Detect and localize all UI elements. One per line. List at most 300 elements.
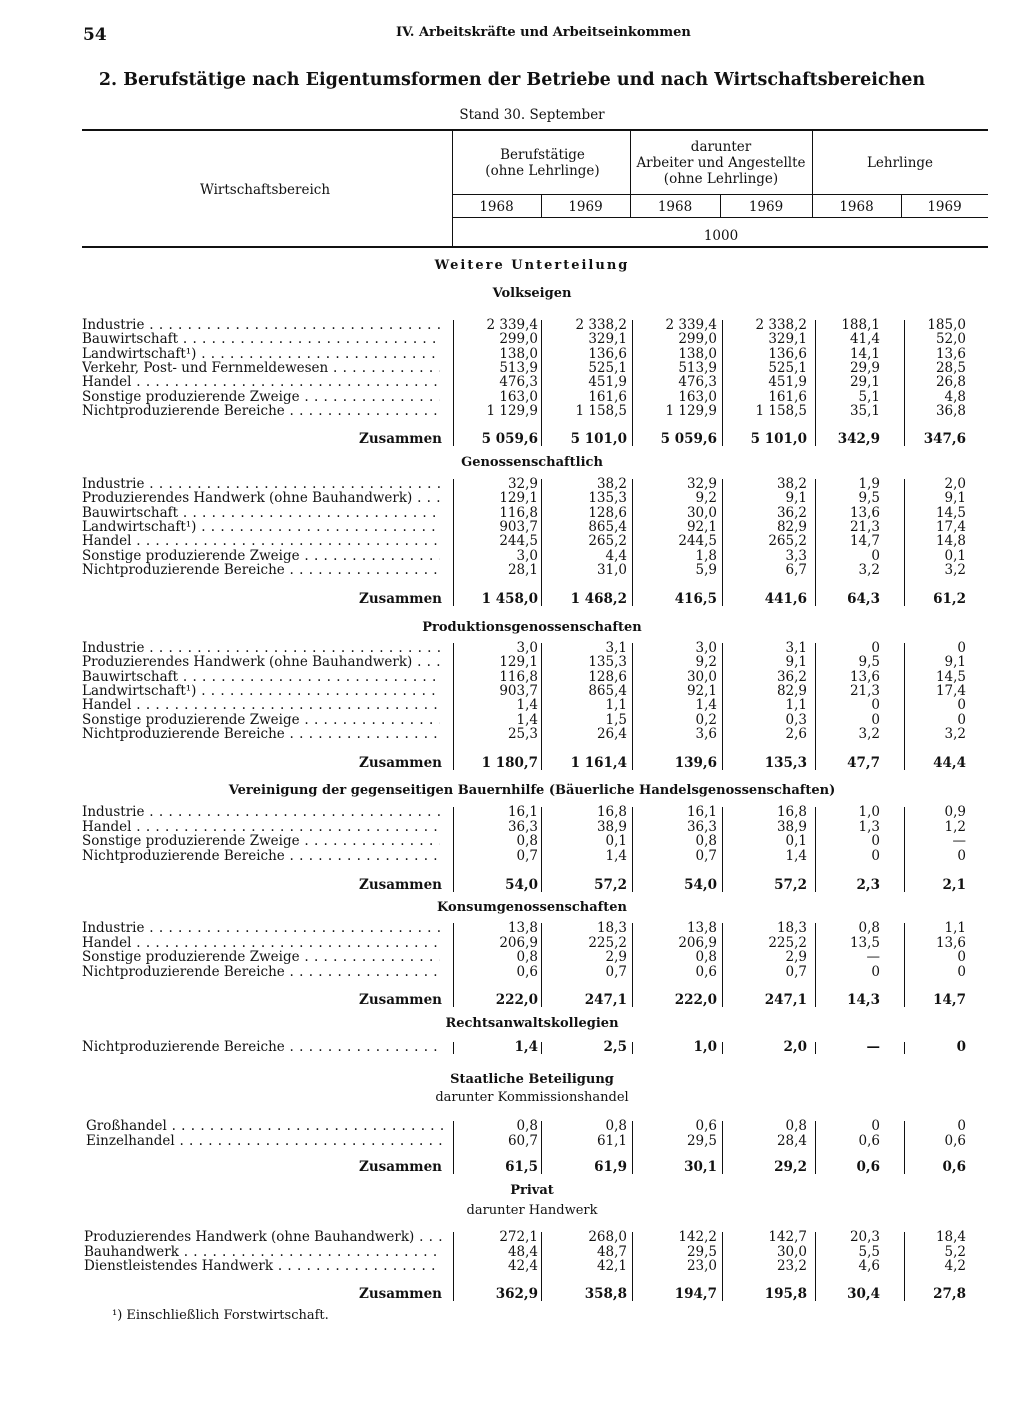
table-cell: 1 158,5: [575, 402, 627, 419]
total-cell: 0,6: [856, 1159, 880, 1175]
table-cell: 299,0: [678, 331, 717, 348]
table-cell: 92,1: [686, 518, 717, 535]
table-cell: 1,4: [785, 847, 807, 864]
table-cell: 3,0: [516, 640, 538, 656]
table-cell: 1 129,9: [486, 402, 538, 419]
table-cell: 18,4: [935, 1229, 966, 1245]
table-cell: 13,5: [849, 934, 880, 951]
table-cell: 4,4: [605, 547, 627, 564]
table-cell: 0,8: [516, 949, 538, 965]
row-label: Sonstige produzierende Zweige . . .: [82, 549, 440, 563]
column-divider: [632, 320, 633, 446]
table-cell: 329,1: [768, 331, 807, 348]
table-cell: 268,0: [588, 1229, 627, 1245]
table-cell: 0,8: [516, 833, 538, 849]
table-cell: 244,5: [678, 533, 717, 550]
column-divider: [453, 643, 454, 770]
table-cell: 3,2: [944, 561, 966, 578]
table-cell: 265,2: [588, 533, 627, 550]
row-label: Einzelhandel . . .: [86, 1134, 444, 1148]
table-cell: 0,7: [695, 847, 717, 864]
table-cell: 26,4: [596, 725, 627, 742]
column-divider: [815, 643, 816, 770]
table-cell: 0,8: [605, 1118, 627, 1134]
table-subtitle: Stand 30. September: [459, 107, 605, 123]
table-cell: 2 338,2: [575, 317, 627, 333]
table-cell: 1 129,9: [665, 402, 717, 419]
column-divider: [722, 1232, 723, 1301]
table-cell: 451,9: [588, 374, 627, 391]
table-cell: 3,2: [858, 561, 880, 578]
group-heading: Privat: [510, 1183, 554, 1198]
table-cell: 92,1: [686, 682, 717, 699]
table-cell: 0,1: [944, 547, 966, 564]
row-label: Industrie . . .: [82, 641, 440, 655]
table-cell: 0: [957, 697, 966, 714]
row-label: Handel . . .: [82, 698, 440, 712]
column-divider: [722, 1042, 723, 1054]
column-divider: [815, 1042, 816, 1054]
table-cell: 48,4: [507, 1243, 538, 1260]
table-cell: 0: [871, 711, 880, 728]
row-label: Bauwirtschaft . . .: [82, 506, 440, 520]
table-cell: 136,6: [588, 345, 627, 362]
table-cell: 21,3: [849, 682, 880, 699]
table-cell: 9,1: [785, 490, 807, 507]
table-cell: 865,4: [588, 682, 627, 699]
row-label: Industrie . . .: [82, 921, 440, 935]
table-cell: 9,1: [944, 654, 966, 671]
table-cell: 0,2: [695, 711, 717, 728]
total-cell: 441,6: [764, 591, 807, 607]
row-label: Großhandel . . .: [86, 1119, 444, 1133]
table-cell: 30,0: [686, 504, 717, 521]
column-divider: [541, 1121, 542, 1174]
column-divider: [722, 643, 723, 770]
total-cell: 1 468,2: [570, 591, 627, 607]
table-cell: 129,1: [499, 654, 538, 671]
row-label: Verkehr, Post- und Fernmeldewesen . . .: [82, 361, 440, 375]
table-cell: 0: [871, 1118, 880, 1134]
table-cell: 0: [871, 963, 880, 980]
table-cell: 135,3: [588, 654, 627, 671]
total-cell: 135,3: [764, 755, 807, 771]
column-divider: [453, 1121, 454, 1174]
column-divider: [453, 1232, 454, 1301]
column-divider: [453, 479, 454, 606]
top-rule: [82, 129, 988, 131]
sub-heading: darunter Handwerk: [466, 1203, 598, 1218]
total-cell: 2,3: [856, 877, 880, 893]
row-label: Nichtproduzierende Bereiche . . .: [82, 849, 440, 863]
total-cell: 347,6: [923, 431, 966, 447]
table-cell: 82,9: [776, 518, 807, 535]
total-label: Zusammen: [359, 877, 442, 893]
table-cell: 30,0: [686, 668, 717, 685]
table-cell: 299,0: [499, 331, 538, 348]
row-label: Nichtproduzierende Bereiche . . .: [82, 965, 440, 979]
group-label: darunter: [690, 139, 752, 155]
table-cell: 0,6: [944, 1132, 966, 1149]
table-cell: 2,9: [785, 949, 807, 965]
footnote: ¹) Einschließlich Forstwirtschaft.: [112, 1308, 329, 1323]
table-cell: 1,2: [944, 818, 966, 835]
column-divider: [904, 643, 905, 770]
table-cell: 26,8: [935, 374, 966, 391]
table-cell: 142,7: [768, 1229, 807, 1245]
column-group-arbeiter: [630, 139, 812, 187]
table-cell: —: [866, 949, 880, 965]
table-cell: 9,5: [858, 654, 880, 671]
table-cell: —: [952, 833, 966, 849]
total-cell: 5 059,6: [660, 431, 717, 447]
table-cell: 329,1: [588, 331, 627, 348]
table-cell: 3,1: [785, 640, 807, 656]
table-cell: 128,6: [588, 668, 627, 685]
unit-label: 1000: [703, 228, 739, 244]
total-label: Zusammen: [359, 431, 442, 447]
group-label: (ohne Lehrlinge): [663, 171, 779, 187]
table-cell: 1,0: [858, 804, 880, 820]
total-cell: 416,5: [674, 591, 717, 607]
sub-heading: darunter Kommissionshandel: [435, 1090, 629, 1105]
group-heading: Staatliche Beteiligung: [450, 1072, 614, 1087]
table-cell: 0,8: [695, 949, 717, 965]
total-cell: 57,2: [774, 877, 807, 893]
column-divider: [815, 479, 816, 606]
total-cell: 30,1: [684, 1159, 717, 1175]
table-cell: 138,0: [499, 345, 538, 362]
table-cell: 6,7: [785, 561, 807, 578]
column-group-berufstaetige: [455, 147, 630, 179]
table-cell: 2 339,4: [665, 317, 717, 333]
column-divider: [541, 1232, 542, 1301]
row-label: Produzierendes Handwerk (ohne Bauhandwerk) . . .: [82, 655, 440, 669]
table-cell: 0,6: [516, 963, 538, 980]
table-cell: 272,1: [499, 1229, 538, 1245]
table-cell: 0: [957, 640, 966, 656]
row-label: Nichtproduzierende Bereiche . . .: [82, 1040, 440, 1054]
table-cell: 4,8: [944, 388, 966, 405]
row-label: Produzierendes Handwerk (ohne Bauhandwerk) . . .: [82, 491, 440, 505]
year-header: 1969: [568, 199, 603, 215]
total-cell: 362,9: [495, 1286, 538, 1302]
total-cell: 5 101,0: [570, 431, 627, 447]
table-cell: 0,1: [785, 833, 807, 849]
total-cell: 57,2: [594, 877, 627, 893]
table-cell: 13,6: [849, 504, 880, 521]
total-label: Zusammen: [359, 992, 442, 1008]
table-cell: 9,1: [944, 490, 966, 507]
total-cell: 29,2: [774, 1159, 807, 1175]
table-cell: 513,9: [678, 359, 717, 376]
table-cell: 32,9: [507, 476, 538, 492]
stub-header: Wirtschaftsbereich: [199, 182, 331, 198]
table-cell: 206,9: [678, 934, 717, 951]
year-header: 1968: [839, 199, 874, 215]
table-cell: 0,9: [944, 804, 966, 820]
table-cell: 28,4: [776, 1132, 807, 1149]
table-cell: 0,6: [695, 1118, 717, 1134]
table-cell: 48,7: [596, 1243, 627, 1260]
table-cell: 5,9: [695, 561, 717, 578]
table-cell: 163,0: [499, 388, 538, 405]
table-cell: 0,7: [605, 963, 627, 980]
total-cell: 14,7: [933, 992, 966, 1008]
table-cell: 18,3: [596, 920, 627, 936]
table-cell: 23,0: [686, 1258, 717, 1274]
table-cell: 4,2: [944, 1258, 966, 1274]
table-cell: 0: [871, 847, 880, 864]
table-cell: 513,9: [499, 359, 538, 376]
table-cell: 18,3: [776, 920, 807, 936]
table-cell: 16,1: [507, 804, 538, 820]
column-divider: [632, 479, 633, 606]
table-cell: 28,5: [935, 359, 966, 376]
table-cell: 1,0: [693, 1039, 717, 1055]
table-cell: 0,7: [516, 847, 538, 864]
table-cell: 3,6: [695, 725, 717, 742]
table-cell: 61,1: [596, 1132, 627, 1149]
total-cell: 61,9: [594, 1159, 627, 1175]
column-divider: [632, 1121, 633, 1174]
row-label: Sonstige produzierende Zweige . . .: [82, 390, 440, 404]
table-cell: 36,3: [686, 818, 717, 835]
column-divider: [632, 807, 633, 892]
table-cell: 16,8: [776, 804, 807, 820]
total-label: Zusammen: [359, 591, 442, 607]
table-cell: 163,0: [678, 388, 717, 405]
table-cell: 29,1: [849, 374, 880, 391]
table-cell: 0,8: [785, 1118, 807, 1134]
table-cell: 2,0: [783, 1039, 807, 1055]
table-cell: 2,0: [944, 476, 966, 492]
row-label: Industrie . . .: [82, 805, 440, 819]
table-cell: 1,4: [695, 697, 717, 714]
total-cell: 54,0: [505, 877, 538, 893]
table-cell: 0,1: [605, 833, 627, 849]
table-cell: 38,9: [596, 818, 627, 835]
row-label: Handel . . .: [82, 936, 440, 950]
table-cell: 36,8: [935, 402, 966, 419]
table-cell: 0: [957, 949, 966, 965]
row-label: Industrie . . .: [82, 318, 440, 332]
table-cell: 185,0: [927, 317, 966, 333]
table-cell: 13,8: [507, 920, 538, 936]
total-label: Zusammen: [359, 1286, 442, 1302]
row-label: Sonstige produzierende Zweige . . .: [82, 713, 440, 727]
table-cell: 13,6: [935, 345, 966, 362]
column-divider: [453, 923, 454, 1007]
column-divider: [722, 479, 723, 606]
total-cell: 342,9: [837, 431, 880, 447]
table-cell: 0: [871, 640, 880, 656]
table-cell: 9,2: [695, 490, 717, 507]
table-cell: 1,1: [944, 920, 966, 936]
column-divider: [541, 320, 542, 446]
table-cell: 0: [957, 847, 966, 864]
table-cell: —: [866, 1039, 880, 1055]
table-cell: 4,6: [858, 1258, 880, 1274]
table-cell: 23,2: [776, 1258, 807, 1274]
table-cell: 42,1: [596, 1258, 627, 1274]
total-cell: 247,1: [764, 992, 807, 1008]
table-cell: 116,8: [499, 504, 538, 521]
table-cell: 60,7: [507, 1132, 538, 1149]
table-cell: 31,0: [596, 561, 627, 578]
table-cell: 865,4: [588, 518, 627, 535]
table-cell: 38,9: [776, 818, 807, 835]
table-cell: 9,1: [785, 654, 807, 671]
table-cell: 0: [871, 547, 880, 564]
table-cell: 21,3: [849, 518, 880, 535]
page-number: 54: [83, 25, 107, 45]
table-cell: 52,0: [935, 331, 966, 348]
total-cell: 47,7: [847, 755, 880, 771]
table-cell: 138,0: [678, 345, 717, 362]
table-cell: 525,1: [588, 359, 627, 376]
table-cell: 3,2: [858, 725, 880, 742]
total-cell: 247,1: [584, 992, 627, 1008]
total-cell: 358,8: [584, 1286, 627, 1302]
column-divider: [815, 320, 816, 446]
column-divider: [722, 320, 723, 446]
table-cell: 0,8: [695, 833, 717, 849]
column-divider: [632, 1042, 633, 1054]
total-cell: 61,2: [933, 591, 966, 607]
table-cell: 38,2: [596, 476, 627, 492]
table-cell: 17,4: [935, 682, 966, 699]
table-cell: 82,9: [776, 682, 807, 699]
year-header: 1969: [927, 199, 962, 215]
row-label: Nichtproduzierende Bereiche . . .: [82, 727, 440, 741]
year-header: 1968: [479, 199, 514, 215]
group-heading: Vereinigung der gegenseitigen Bauernhilfe (Bäuerliche Handelsgenossenschaften): [228, 783, 836, 798]
table-cell: 16,1: [686, 804, 717, 820]
table-cell: 476,3: [678, 374, 717, 391]
table-cell: 17,4: [935, 518, 966, 535]
table-cell: 0,6: [858, 1132, 880, 1149]
total-cell: 30,4: [847, 1286, 880, 1302]
table-cell: 206,9: [499, 934, 538, 951]
table-cell: 1,9: [858, 476, 880, 492]
year-header: 1969: [748, 199, 784, 215]
row-label: Landwirtschaft¹) . . .: [82, 347, 440, 361]
table-cell: 2,9: [605, 949, 627, 965]
group-label: (ohne Lehrlinge): [485, 163, 600, 179]
table-cell: 2,5: [603, 1039, 627, 1055]
table-cell: 3,2: [944, 725, 966, 742]
column-divider: [541, 807, 542, 892]
column-divider: [541, 479, 542, 606]
table-cell: 142,2: [678, 1229, 717, 1245]
row-label: Landwirtschaft¹) . . .: [82, 520, 440, 534]
row-label: Industrie . . .: [82, 477, 440, 491]
table-cell: 29,5: [686, 1132, 717, 1149]
column-divider: [904, 479, 905, 606]
total-cell: 64,3: [847, 591, 880, 607]
table-cell: 1,4: [516, 697, 538, 714]
total-cell: 1 161,4: [570, 755, 627, 771]
table-cell: 128,6: [588, 504, 627, 521]
table-cell: 903,7: [499, 682, 538, 699]
row-label: Nichtproduzierende Bereiche . . .: [82, 563, 440, 577]
table-cell: 14,7: [849, 533, 880, 550]
table-cell: 13,8: [686, 920, 717, 936]
table-cell: 0: [957, 1118, 966, 1134]
table-cell: 38,2: [776, 476, 807, 492]
table-cell: 188,1: [841, 317, 880, 333]
header-bottom-rule: [82, 246, 988, 248]
table-cell: 14,1: [849, 345, 880, 362]
section-heading: Weitere Unterteilung: [434, 258, 630, 273]
total-cell: 0,6: [942, 1159, 966, 1175]
total-cell: 222,0: [674, 992, 717, 1008]
total-cell: 44,4: [933, 755, 966, 771]
total-label: Zusammen: [359, 755, 442, 771]
column-divider: [632, 923, 633, 1007]
table-cell: 28,1: [507, 561, 538, 578]
column-divider: [453, 1042, 454, 1054]
row-label: Bauwirtschaft . . .: [82, 332, 440, 346]
table-cell: 16,8: [596, 804, 627, 820]
column-divider: [541, 643, 542, 770]
total-cell: 61,5: [505, 1159, 538, 1175]
table-cell: 42,4: [507, 1258, 538, 1274]
table-cell: 225,2: [768, 934, 807, 951]
table-cell: 1,1: [785, 697, 807, 714]
table-cell: 2,6: [785, 725, 807, 742]
table-cell: 903,7: [499, 518, 538, 535]
table-cell: 5,5: [858, 1243, 880, 1260]
column-divider: [541, 923, 542, 1007]
table-cell: 0,7: [785, 963, 807, 980]
row-label: Dienstleistendes Handwerk . . .: [84, 1259, 442, 1273]
column-divider: [722, 807, 723, 892]
table-cell: 161,6: [768, 388, 807, 405]
table-cell: 3,0: [516, 547, 538, 564]
group-heading: Genossenschaftlich: [461, 455, 603, 470]
table-cell: 13,6: [849, 668, 880, 685]
total-cell: 14,3: [847, 992, 880, 1008]
column-divider: [632, 643, 633, 770]
table-cell: 0: [871, 697, 880, 714]
table-cell: 1,4: [514, 1039, 538, 1055]
column-group-lehrlinge: Lehrlinge: [866, 155, 934, 171]
row-label: Handel . . .: [82, 375, 440, 389]
column-divider: [722, 1121, 723, 1174]
total-cell: 5 059,6: [481, 431, 538, 447]
table-cell: 29,5: [686, 1243, 717, 1260]
table-cell: 14,5: [935, 504, 966, 521]
column-divider: [904, 1042, 905, 1054]
running-head: IV. Arbeitskräfte und Arbeitseinkommen: [396, 25, 691, 40]
row-label: Nichtproduzierende Bereiche . . .: [82, 404, 440, 418]
total-cell: 194,7: [674, 1286, 717, 1302]
table-cell: 0: [957, 711, 966, 728]
table-cell: 451,9: [768, 374, 807, 391]
table-cell: 265,2: [768, 533, 807, 550]
table-cell: 244,5: [499, 533, 538, 550]
table-cell: 30,0: [776, 1243, 807, 1260]
table-cell: 225,2: [588, 934, 627, 951]
table-cell: 1,4: [516, 711, 538, 728]
group-label: Arbeiter und Angestellte: [636, 155, 806, 171]
header-divider: [452, 131, 453, 247]
row-label: Sonstige produzierende Zweige . . .: [82, 950, 440, 964]
table-cell: 14,5: [935, 668, 966, 685]
total-cell: 27,8: [933, 1286, 966, 1302]
